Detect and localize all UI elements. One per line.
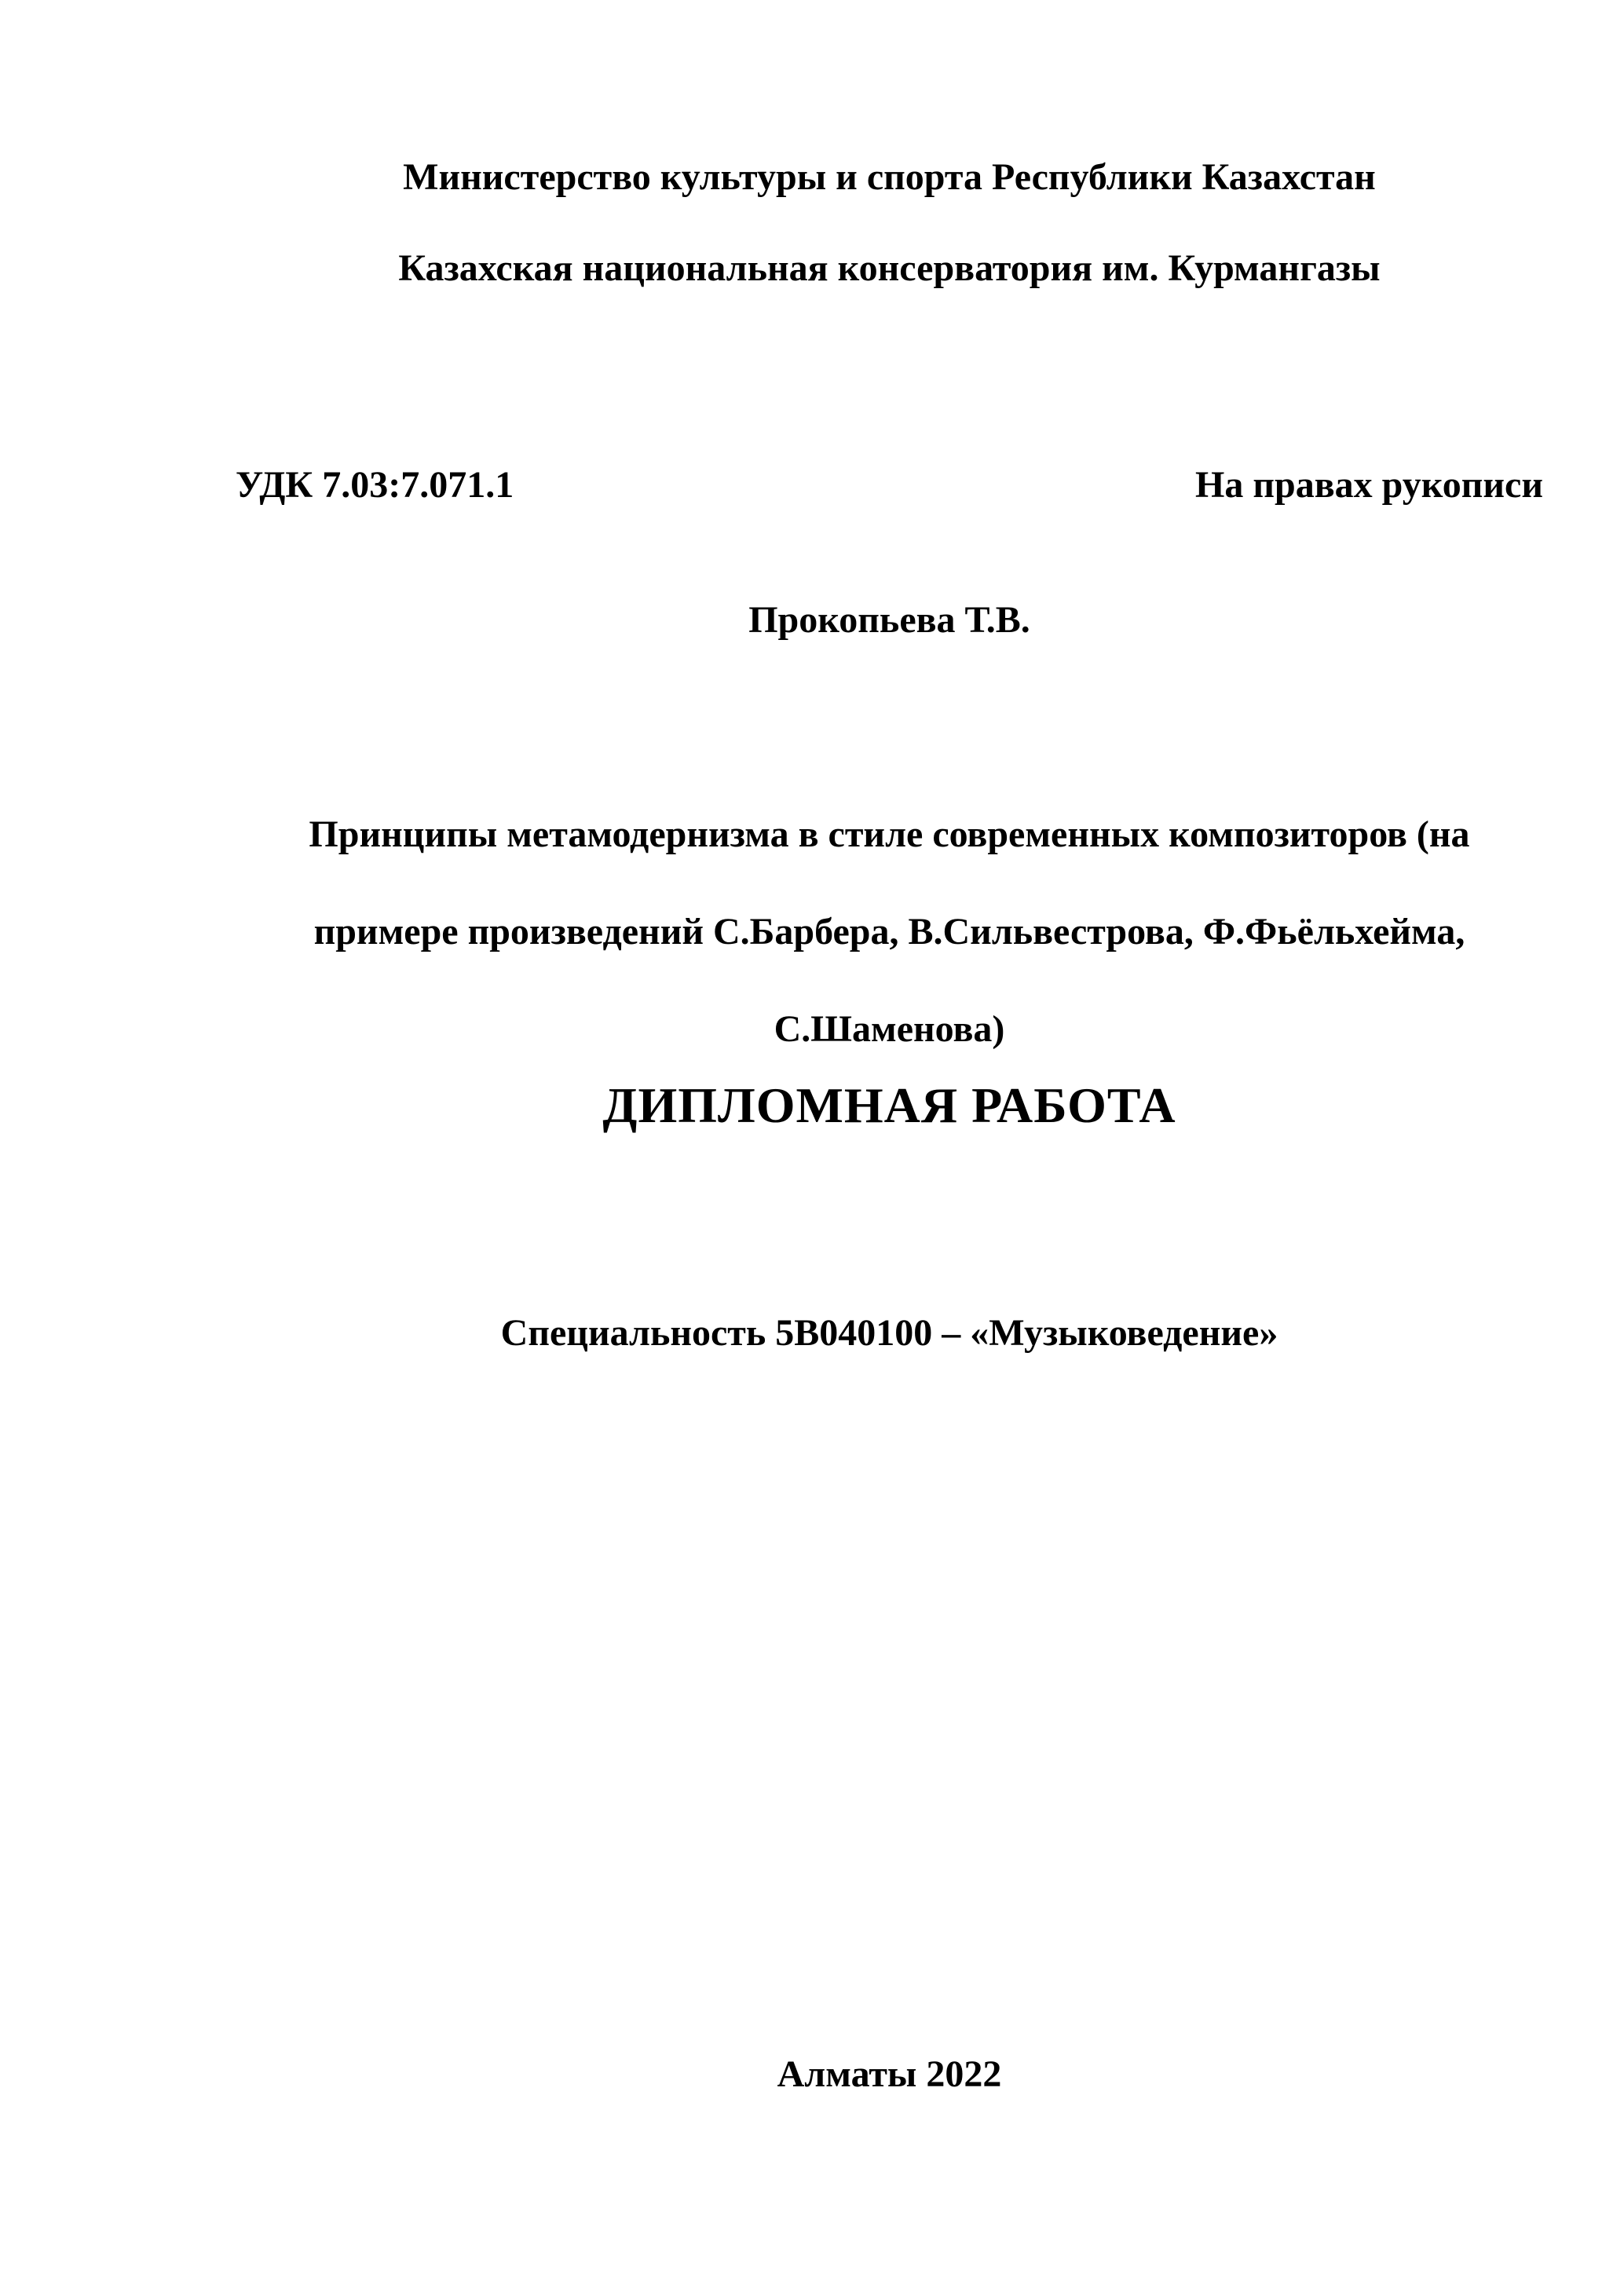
- thesis-title: [236, 762, 1543, 1102]
- institution-header: Казахская национальная консерватория им. Курмангазы: [398, 247, 1381, 289]
- speciality-line: Специальность 5В040100 – «Музыковедение»: [500, 1312, 1278, 1354]
- thesis-title-line: С.Шаменова): [774, 1008, 1005, 1050]
- udc-rights-row: [236, 462, 1543, 509]
- thesis-title-line: Принципы метамодернизма в стиле современных композиторов (на: [309, 813, 1470, 855]
- thesis-title-line: примере произведений С.Барбера, В.Сильвестрова, Ф.Фьёльхейма,: [313, 911, 1465, 952]
- udc-code: УДК 7.03:7.071.1: [236, 464, 514, 506]
- author-name: Прокопьева Т.В.: [748, 599, 1030, 641]
- manuscript-rights-note: На правах рукописи: [1195, 464, 1543, 506]
- ministry-header: Министерство культуры и спорта Республики Казахстан: [403, 156, 1376, 198]
- work-type-heading: ДИПЛОМНАЯ РАБОТА: [602, 1077, 1176, 1133]
- city-year-footer: Алматы 2022: [777, 2053, 1002, 2095]
- page-content: [236, 0, 1543, 2296]
